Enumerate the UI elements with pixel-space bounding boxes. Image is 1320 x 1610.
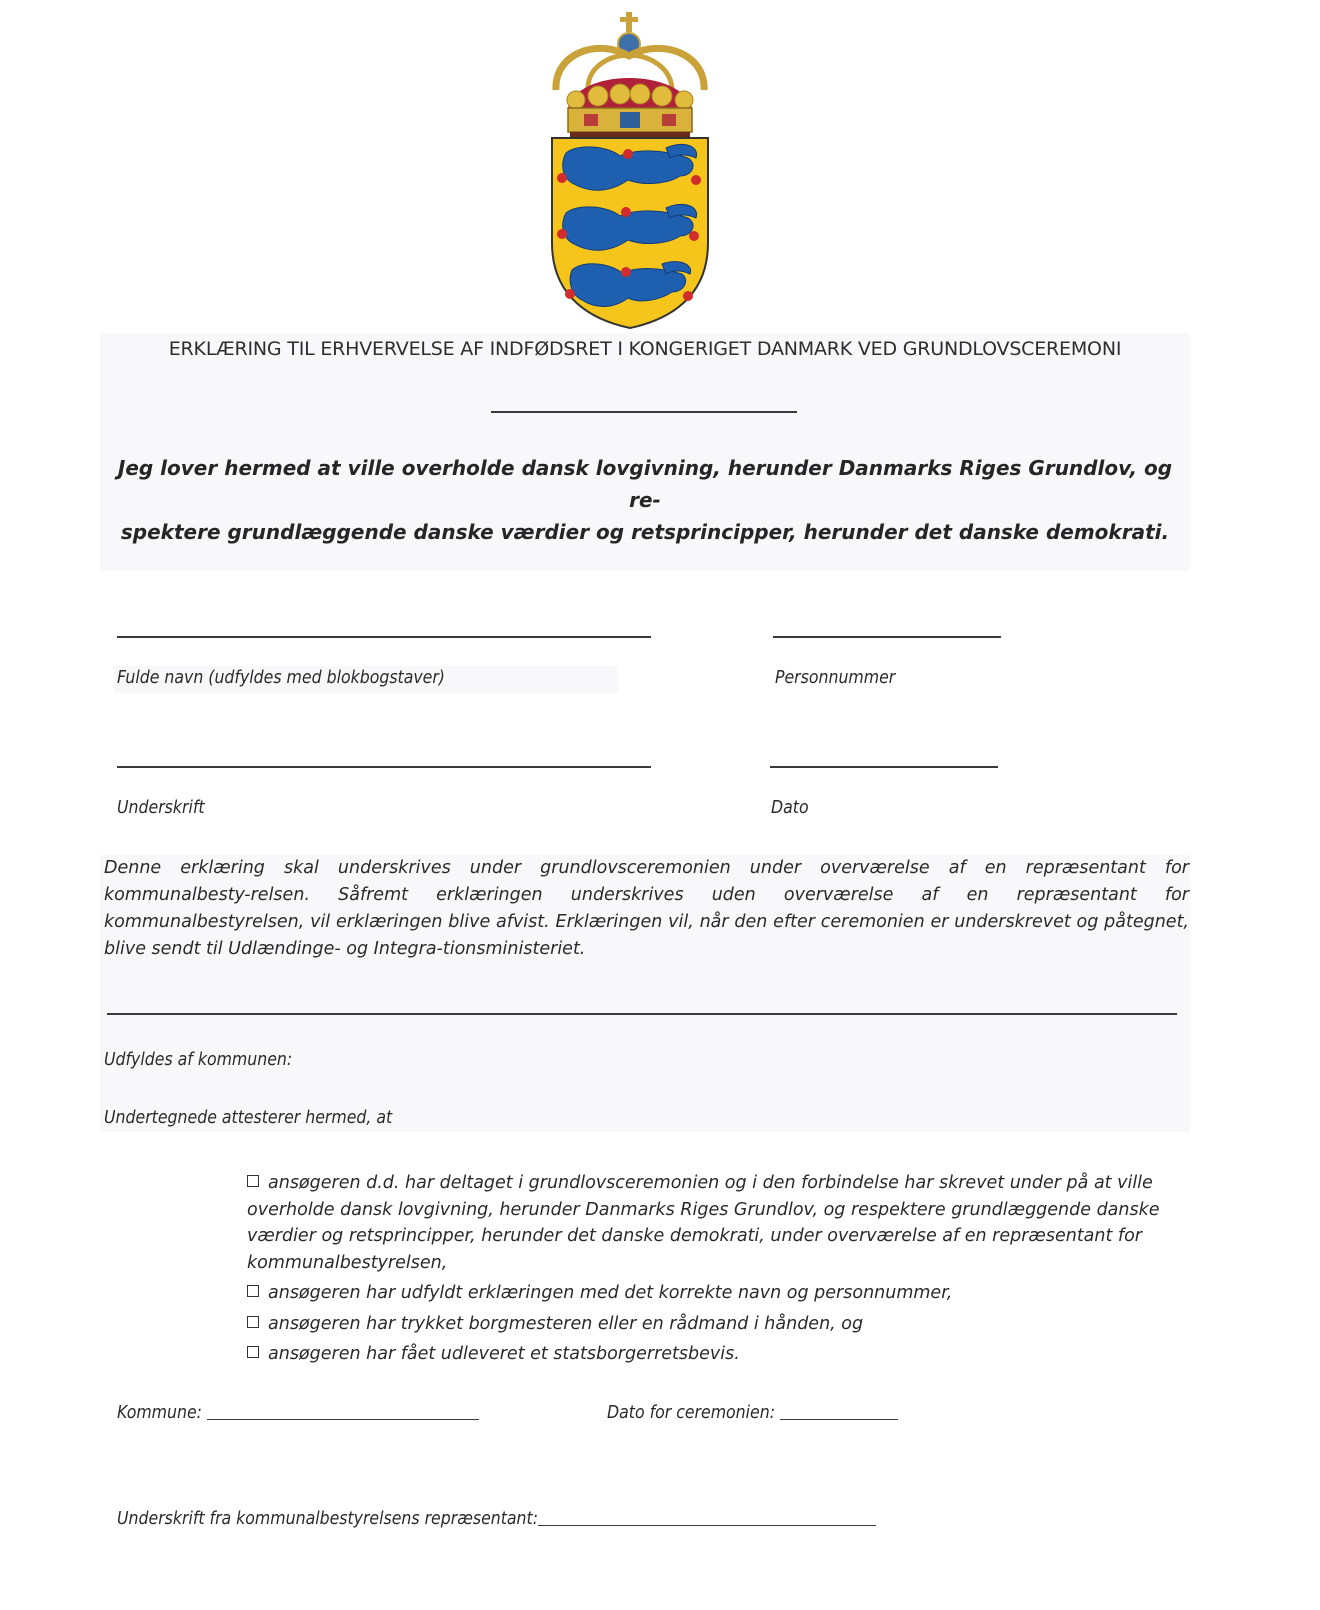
signature-field-line[interactable] bbox=[117, 766, 651, 768]
checklist-item[interactable] bbox=[247, 1280, 1187, 1307]
personal-number-label: Personnummer bbox=[775, 668, 896, 688]
checklist-item-text: ansøgeren har udfyldt erklæringen med det korrekte navn og personnummer, bbox=[268, 1283, 953, 1303]
pledge-line-2: spektere grundlæggende danske værdier og retsprincipper, herunder det danske demokrati. bbox=[120, 520, 1170, 544]
ceremony-date-field bbox=[607, 1403, 898, 1423]
crown-shield-icon bbox=[548, 8, 712, 333]
checklist-item[interactable] bbox=[247, 1341, 1187, 1368]
checklist-item[interactable] bbox=[247, 1170, 1187, 1276]
date-label: Dato bbox=[771, 798, 809, 818]
checklist-item-text: ansøgeren har fået udleveret et statsborgerretsbevis. bbox=[268, 1344, 740, 1364]
checkbox-icon[interactable] bbox=[247, 1346, 259, 1358]
notice-paragraph: Denne erklæring skal underskrives under grundlovsceremonien under overværelse af en repræsentant for kommunalbesty-relsen. Såfremt erklæringen underskrives uden overværelse af en repræsentant for kommunalbestyrelsen, vil erklæringen blive afvist. Erklæringen vil, når den efter ceremonien er underskrevet og påtegnet, blive sendt til Udlændinge- og Integra-tionsministeriet. bbox=[104, 858, 1189, 959]
municipality-heading: Udfyldes af kommunen: bbox=[104, 1050, 293, 1070]
document-title: ERKLÆRING TIL ERHVERVELSE AF INDFØDSRET I KONGERIGET DANMARK VED GRUNDLOVSCEREMONI bbox=[168, 338, 1122, 360]
representative-signature-input-line[interactable] bbox=[538, 1511, 876, 1526]
checklist-item-text: ansøgeren d.d. har deltaget i grundlovsceremonien og i den forbindelse har skrevet under på at ville overholde dansk lovgivning, herunder Danmarks Riges Grundlov, og respektere grundlæggende danske værdier og retsprincipper, herunder det danske demokrati, under overværelse af en repræsentant for kommunalbestyrelsen, bbox=[247, 1173, 1160, 1273]
checkbox-icon[interactable] bbox=[247, 1175, 259, 1187]
section-divider bbox=[107, 1013, 1177, 1015]
checkbox-icon[interactable] bbox=[247, 1285, 259, 1297]
full-name-label: Fulde navn (udfyldes med blokbogstaver) bbox=[117, 668, 445, 688]
title-underline-divider bbox=[491, 411, 797, 413]
municipality-input-line[interactable] bbox=[207, 1405, 479, 1420]
date-field-line[interactable] bbox=[770, 766, 998, 768]
pledge-statement bbox=[105, 452, 1185, 548]
checkbox-icon[interactable] bbox=[247, 1316, 259, 1328]
ceremony-date-input-line[interactable] bbox=[780, 1405, 898, 1420]
municipality-field bbox=[117, 1403, 479, 1423]
checklist-item[interactable] bbox=[247, 1311, 1187, 1338]
ceremony-date-label: Dato for ceremonien: bbox=[607, 1403, 776, 1423]
checklist-item-text: ansøgeren har trykket borgmesteren eller en rådmand i hånden, og bbox=[268, 1313, 864, 1334]
coat-of-arms-emblem bbox=[548, 8, 712, 333]
full-name-field-line[interactable] bbox=[117, 636, 651, 638]
representative-signature-label: Underskrift fra kommunalbestyrelsens repræsentant: bbox=[117, 1509, 539, 1529]
personal-number-field-line[interactable] bbox=[773, 636, 1001, 638]
representative-signature-field bbox=[117, 1509, 876, 1529]
pledge-line-1: Jeg lover hermed at ville overholde dansk lovgivning, herunder Danmarks Riges Grundlov, og re- bbox=[117, 456, 1173, 512]
municipality-label: Kommune: bbox=[117, 1403, 202, 1423]
attestation-checklist bbox=[247, 1170, 1187, 1372]
attestation-intro: Undertegnede attesterer hermed, at bbox=[104, 1108, 393, 1128]
signature-label: Underskrift bbox=[117, 798, 205, 818]
